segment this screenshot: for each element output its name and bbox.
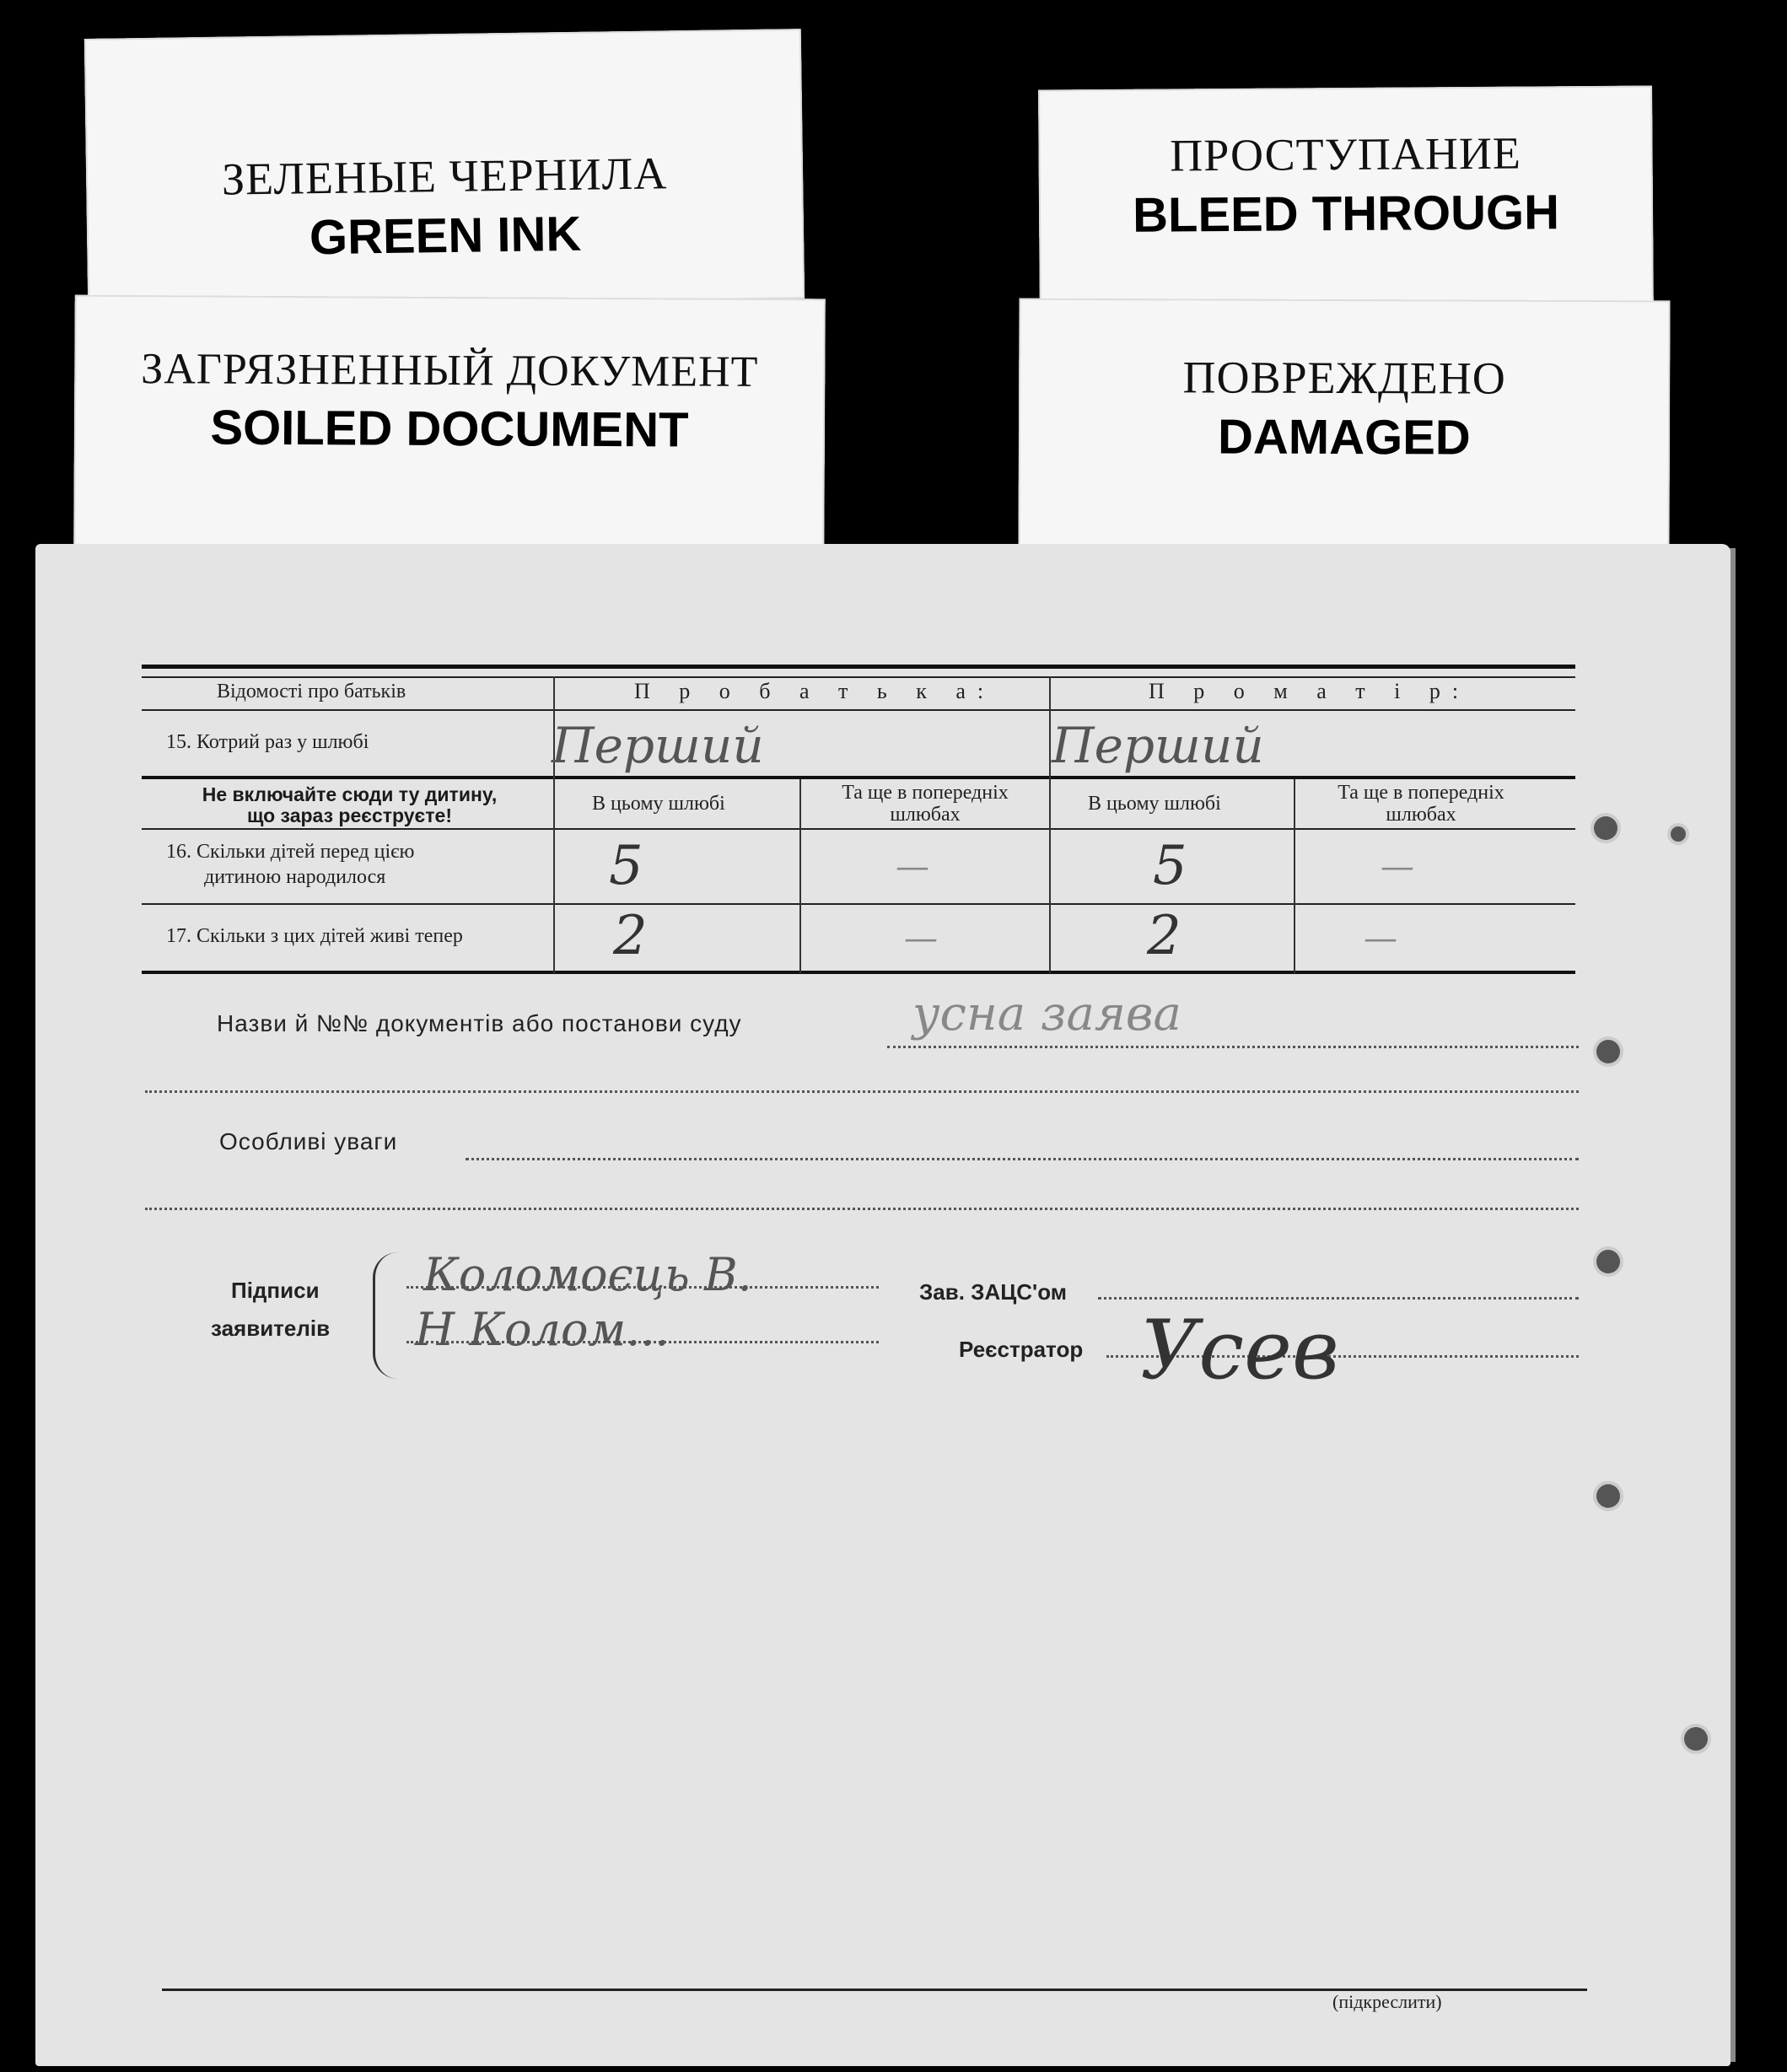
row16-label <box>166 839 537 890</box>
mother-prev-marriages-header <box>1307 782 1535 826</box>
row16-father-this: 5 <box>609 835 643 897</box>
row15-mother-value: Перший <box>1052 717 1264 774</box>
documents-line <box>887 1046 1579 1048</box>
signatures-label-line1: Підписи <box>231 1278 320 1303</box>
col-divider-2 <box>1049 676 1051 973</box>
col-divider-mother <box>1294 779 1295 973</box>
applicant-signature-2: Н Колом... <box>415 1303 670 1356</box>
row15-rule <box>142 776 1575 779</box>
bleed-through-label-card <box>1038 85 1654 326</box>
table-top-rule-2 <box>142 676 1575 678</box>
signature-line-1 <box>406 1286 879 1289</box>
father-prev-line1: Та ще в попередніх <box>842 782 1009 804</box>
about-father-header: П р о б а т ь к а: <box>634 679 996 703</box>
punch-hole <box>1596 1040 1620 1063</box>
head-zags-line <box>1098 1297 1579 1300</box>
row15-father-value: Перший <box>552 717 764 774</box>
applicant-signature-1: Коломоєць В. <box>423 1248 752 1301</box>
documents-label: Назви й №№ документів або постанови суду <box>217 1010 742 1036</box>
exclude-note-line2: що зараз реєструєте! <box>247 805 452 826</box>
signature-line-2 <box>406 1341 879 1343</box>
punch-hole <box>1596 1484 1620 1508</box>
father-prev-marriages-header <box>811 782 1039 826</box>
punch-hole <box>1594 816 1617 840</box>
exclude-note-line1: Не включайте сюди ту дитину, <box>202 783 498 805</box>
row16-label-line2: дитиною народилося <box>204 866 386 888</box>
father-this-marriage-header: В цьому шлюбі <box>592 793 725 815</box>
mother-this-marriage-header: В цьому шлюбі <box>1088 793 1221 815</box>
documents-line-2 <box>145 1090 1579 1093</box>
exclude-child-note <box>153 784 546 826</box>
parents-info-header: Відомості про батьків <box>217 681 406 702</box>
signatures-label-line2: заявителів <box>211 1316 331 1341</box>
row16-mother-this: 5 <box>1153 835 1187 897</box>
form-sheet <box>35 544 1730 2066</box>
soiled-document-label-card <box>73 295 826 557</box>
special-notes-label: Особливі уваги <box>219 1128 398 1154</box>
damaged-ru: ПОВРЕЖДЕНО <box>1182 352 1506 404</box>
soiled-document-en: SOILED DOCUMENT <box>210 400 689 458</box>
father-prev-line2: шлюбах <box>890 804 961 826</box>
footer-underline-note: (підкреслити) <box>1332 1991 1442 2012</box>
green-ink-ru: ЗЕЛЕНЫЕ ЧЕРНИЛА <box>221 148 668 205</box>
punch-hole <box>1596 1250 1620 1273</box>
subheader-rule <box>142 828 1575 830</box>
damaged-en: DAMAGED <box>1217 409 1471 466</box>
row16-father-prev: — <box>896 848 929 886</box>
row15-label: 15. Котрий раз у шлюбі <box>166 731 369 753</box>
head-zags-label: Зав. ЗАЦС'ом <box>919 1279 1067 1305</box>
special-notes-line-2 <box>145 1208 1579 1210</box>
row17-father-this: 2 <box>613 905 648 967</box>
header-rule <box>142 709 1575 711</box>
punch-hole <box>1671 826 1686 842</box>
row17-mother-this: 2 <box>1147 905 1181 967</box>
row17-father-prev: — <box>904 919 938 958</box>
special-notes-line <box>466 1158 1579 1160</box>
soiled-document-ru: ЗАГРЯЗНЕННЫЙ ДОКУМЕНТ <box>141 345 759 396</box>
registrar-label: Реєстратор <box>959 1337 1084 1362</box>
row17-label: 17. Скільки з цих дітей живі тепер <box>166 925 463 947</box>
row17-mother-prev: — <box>1364 919 1397 958</box>
bleed-through-ru: ПРОСТУПАНИЕ <box>1170 127 1522 181</box>
damaged-label-card <box>1018 299 1670 550</box>
bleed-through-en: BLEED THROUGH <box>1132 185 1560 243</box>
documents-value: усна заява <box>912 987 1181 1041</box>
about-mother-header: П р о м а т і р: <box>1149 679 1471 703</box>
table-top-rule <box>142 665 1575 669</box>
punch-hole <box>1684 1727 1708 1751</box>
green-ink-en: GREEN INK <box>309 206 582 266</box>
mother-prev-line2: шлюбах <box>1386 804 1456 826</box>
signatures-brace <box>373 1252 401 1379</box>
mother-prev-line1: Та ще в попередніх <box>1338 782 1504 804</box>
table-bottom-rule <box>142 971 1575 974</box>
green-ink-label-card <box>84 29 805 309</box>
col-divider-father <box>799 779 801 973</box>
row16-rule <box>142 903 1575 905</box>
row16-mother-prev: — <box>1381 848 1414 886</box>
registrar-signature: Усев <box>1140 1303 1339 1397</box>
row16-label-line1: 16. Скільки дітей перед цією <box>166 841 415 863</box>
